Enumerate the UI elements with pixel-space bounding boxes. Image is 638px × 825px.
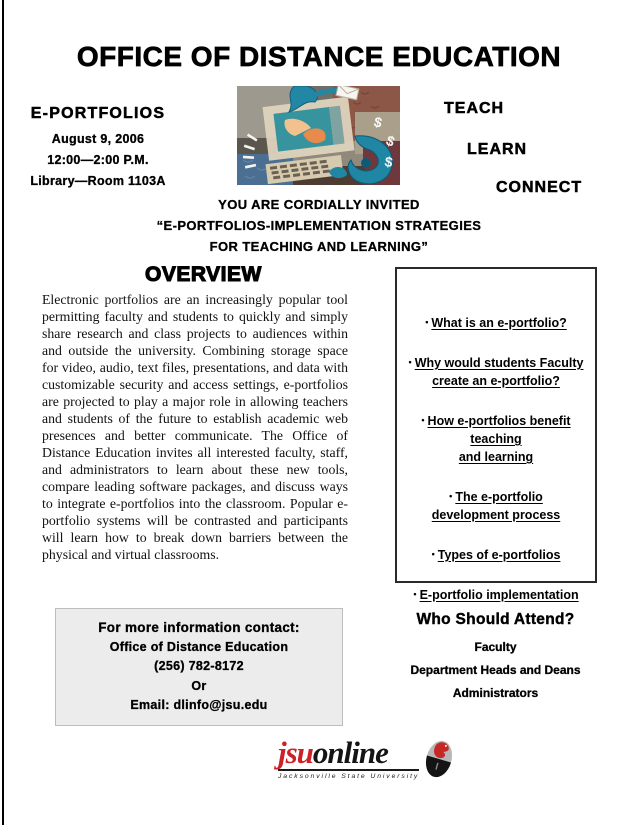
bullet-icon: • — [408, 357, 412, 367]
event-date: August 9, 2006 — [51, 132, 145, 146]
svg-text:$: $ — [383, 153, 394, 171]
invitation-line-3: FOR TEACHING AND LEARNING” — [209, 239, 429, 254]
invitation-line-2: “E-PORTFOLIOS-IMPLEMENTATION STRATEGIES — [156, 218, 482, 233]
bullet-icon: • — [413, 589, 417, 599]
logo-jsu: jsu — [278, 735, 313, 770]
contact-heading: For more information contact: — [98, 620, 300, 635]
computer-mouse-logo-icon — [421, 736, 457, 787]
bullet-icon: • — [425, 317, 429, 327]
contact-org: Office of Distance Education — [109, 639, 289, 654]
logo-online: online — [312, 735, 388, 770]
topic-link-types[interactable]: • Types of e-portfolios — [431, 548, 561, 562]
logo-wordmark — [278, 737, 419, 771]
event-time: 12:00—2:00 P.M. — [47, 153, 149, 167]
overview-body: Electronic portfolios are an increasingly popular tool permitting faculty and students to quickly and simply share research and class projects to audiences within and outside the university. Combining storage space for video, audio, text files, presentations, and data with customizable security and access settings, e-portfolios are projected to play a major role in allowing teachers and students of the future to establish academic web presences and better communicate. The Office of Distance Education invites all interested faculty, staff, and administrators to learn about these new tools, compare leading software packages, and discuss ways to integrate e-portfolios into the classroom. Popular e-portfolio systems will be contrasted and participants will learn how to break down barriers between the physical and virtual classrooms. — [42, 292, 348, 562]
svg-text:$: $ — [383, 131, 398, 150]
topics-box — [395, 267, 597, 602]
event-location: Library—Room 1103A — [30, 174, 166, 188]
attend-heading: Who Should Attend? — [416, 611, 575, 628]
event-name: E-PORTFOLIOS — [30, 105, 166, 122]
motto-teach: TEACH — [444, 100, 505, 117]
attend-item-dept-heads: Department Heads and Deans — [410, 663, 581, 677]
computer-collaboration-clipart-icon — [237, 86, 400, 185]
contact-phone: (256) 782-8172 — [154, 659, 244, 673]
topic-link-why-create[interactable]: • Why would students Faculty create an e-portfolio? — [408, 356, 584, 388]
attend-section — [393, 611, 598, 710]
topic-link-benefits[interactable]: • How e-portfolios benefit teaching and learning — [421, 414, 571, 464]
logo-tagline: Jacksonville State University — [278, 773, 420, 780]
left-margin-rule — [2, 0, 4, 825]
page-title: OFFICE OF DISTANCE EDUCATION — [76, 41, 562, 72]
overview-heading: OVERVIEW — [145, 263, 262, 286]
bullet-icon: • — [421, 415, 425, 425]
contact-email: Email: dlinfo@jsu.edu — [130, 698, 268, 712]
topic-link-implementation[interactable]: • E-portfolio implementation — [413, 588, 579, 602]
topic-link-development-process[interactable]: • The e-portfolio development process — [431, 490, 561, 522]
attend-item-faculty: Faculty — [474, 640, 517, 654]
invitation-block — [0, 198, 638, 261]
contact-or: Or — [191, 678, 207, 693]
attend-item-administrators: Administrators — [452, 686, 539, 700]
jsuonline-logo — [278, 737, 457, 787]
topic-link-what-is-eportfolio[interactable]: • What is an e-portfolio? — [425, 316, 567, 330]
svg-text:$: $ — [372, 113, 384, 131]
motto-learn: LEARN — [467, 141, 528, 158]
bullet-icon: • — [449, 491, 453, 501]
invitation-line-1: YOU ARE CORDIALLY INVITED — [218, 197, 420, 212]
bullet-icon: • — [431, 549, 435, 559]
motto-connect: CONNECT — [496, 179, 583, 196]
event-details — [6, 105, 190, 196]
contact-box — [55, 608, 343, 726]
